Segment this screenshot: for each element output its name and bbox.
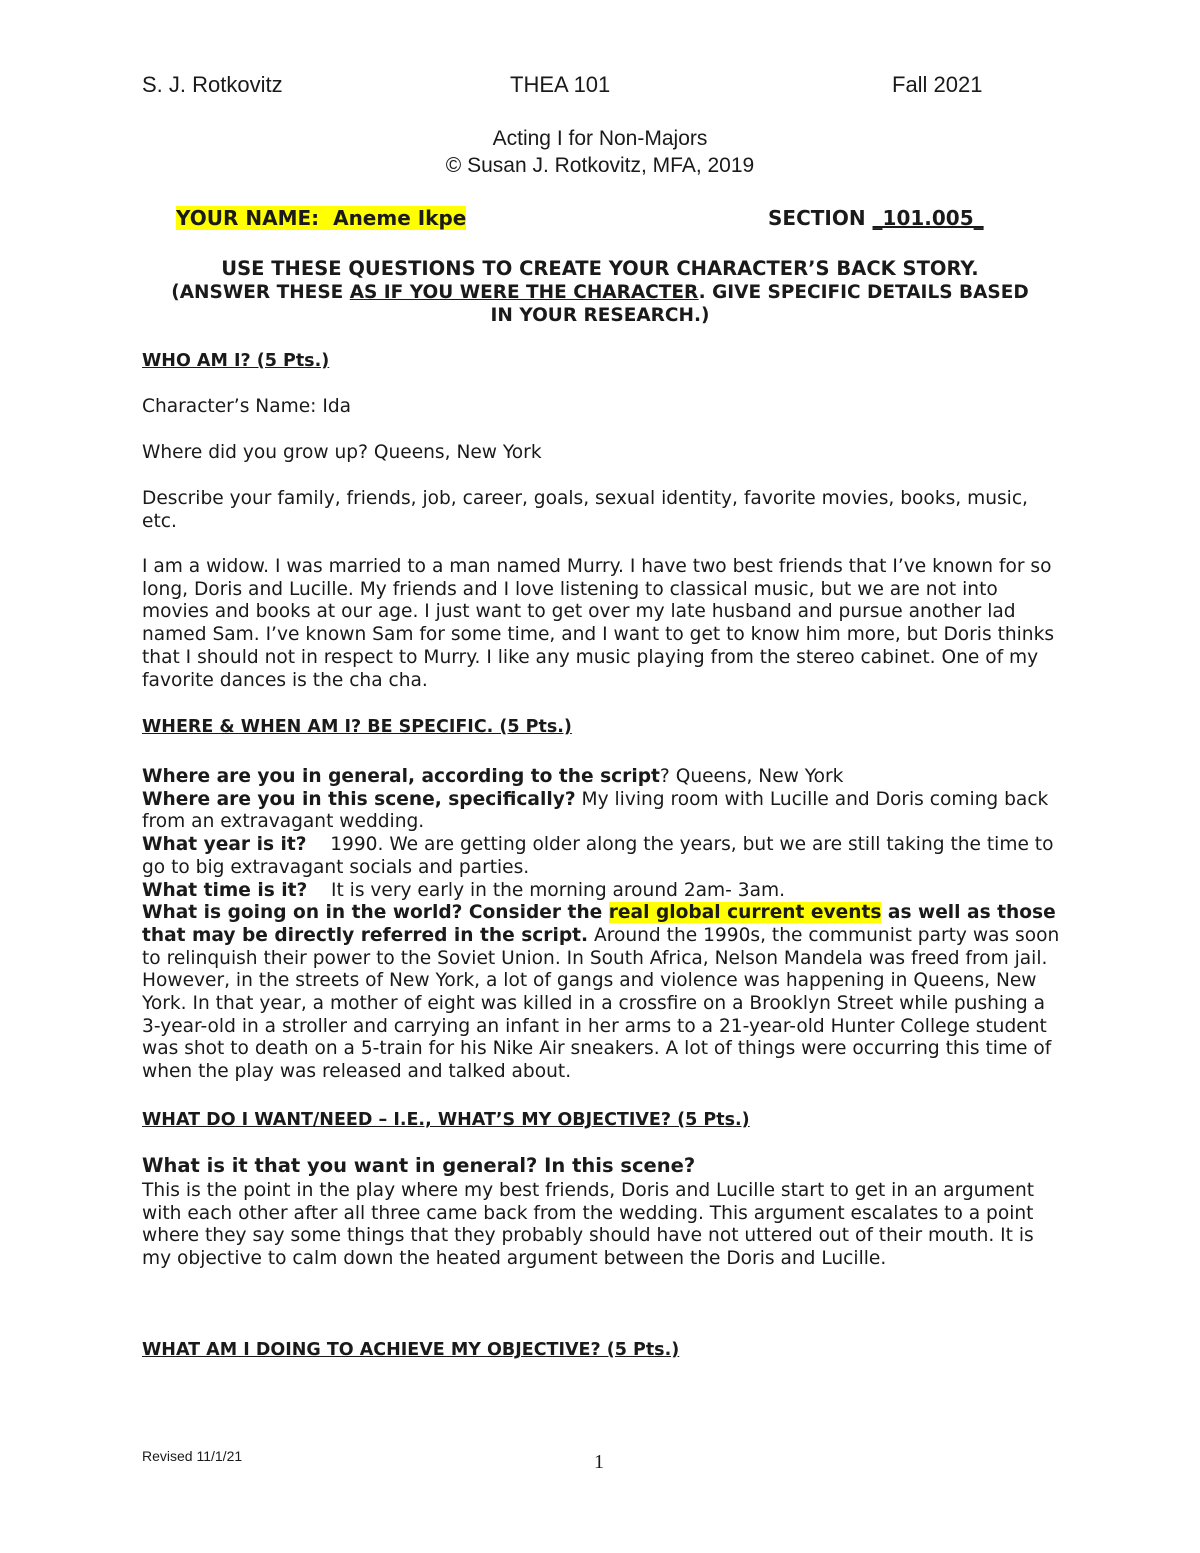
where-general-question: Where are you in general, according to the script <box>142 766 660 787</box>
instructions-line-1: USE THESE QUESTIONS TO CREATE YOUR CHARACTER’S BACK STORY. <box>221 257 979 280</box>
world-question-post: as well as those that may be directly referred in the script. <box>142 902 1056 946</box>
section-field <box>768 206 984 230</box>
what-year-question: What year is it? <box>142 834 307 856</box>
name-value: Aneme Ikpe <box>333 206 467 230</box>
want-heading: WHAT DO I WANT/NEED – I.E., WHAT’S MY OBJECTIVE? (5 Pts.) <box>142 1110 750 1130</box>
document-title: Acting I for Non-Majors <box>492 127 708 150</box>
copyright-line: © Susan J. Rotkovitz, MFA, 2019 <box>445 154 755 177</box>
header-term: Fall 2021 <box>892 72 983 97</box>
student-name-field <box>176 206 466 230</box>
instructions-pre: (ANSWER THESE <box>171 282 350 303</box>
what-time-answer: It is very early in the morning around 2am- 3am. <box>307 879 786 901</box>
who-heading: WHO AM I? (5 Pts.) <box>142 351 330 371</box>
world-events-answer: Around the 1990s, the communist party was soon to relinquish their power to the Soviet Union. In South Africa, Nelson Mandela was freed from jail. However, in the streets of New York, a lot of gangs and violence was happening in Queens, New York. In that year, a mother of eight was killed in a crossfire on a Brooklyn Street while pushing a 3-year-old in a stroller and carrying an infant in her arms to a 21-year-old Hunter College student was shot to death on a 5-train for his Nike Air sneakers. A lot of things were occurring this time of when the play was released and talked about. <box>142 924 1060 1083</box>
where-heading: WHERE & WHEN AM I? BE SPECIFIC. (5 Pts.) <box>142 717 572 737</box>
instructions-post: . GIVE SPECIFIC DETAILS BASED <box>698 282 1029 303</box>
who-answer: I am a widow. I was married to a man named Murry. I have two best friends that I’ve known for so long, Doris and Lucille. My friends and I love listening to classical music, but we are not into movies and books at our age. I just want to get over my late husband and pursue another lad named Sam. I’ve known Sam for some time, and I want to get to know him more, but Doris thinks that I should not in respect to Murry. I like any music playing from the stereo cabinet. One of my favorite dances is the cha cha. <box>142 556 1055 691</box>
header-course: THEA 101 <box>510 72 611 97</box>
world-question-pre: What is going on in the world? Consider the <box>142 902 609 924</box>
what-year-answer: 1990. We are getting older along the years, but we are still taking the time to go to big extravagant socials and parties. <box>142 834 1060 878</box>
describe-question: Describe your family, friends, job, career, goals, sexual identity, favorite movies, books, music, etc. <box>142 488 1028 532</box>
revised-date: Revised 11/1/21 <box>142 1448 243 1464</box>
world-events <box>142 902 1067 1084</box>
where-specific-question: Where are you in this scene, specifically? <box>142 788 576 810</box>
what-year <box>142 834 1067 879</box>
world-question-highlight: real global current events <box>608 902 882 924</box>
section-label: SECTION <box>768 206 873 230</box>
name-label: YOUR NAME: <box>176 206 320 230</box>
want-answer: This is the point in the play where my best friends, Doris and Lucille start to get in an argument with each other after all three came back from the wedding. This argument escalates to a point where they say some things that they probably should have not uttered out of their mouth. It is my objective to calm down the heated argument between the Doris and Lucille. <box>142 1180 1035 1270</box>
instructions-underlined: AS IF YOU WERE THE CHARACTER <box>349 282 699 303</box>
want-question: What is it that you want in general? In this scene? <box>142 1154 696 1177</box>
section-value: _101.005_ <box>872 206 984 230</box>
what-time <box>142 880 1067 903</box>
instructions-line-2 <box>0 282 1200 303</box>
name-highlight <box>176 206 466 230</box>
instructions-line-3: IN YOUR RESEARCH.) <box>490 305 710 326</box>
header-author: S. J. Rotkovitz <box>142 72 283 97</box>
what-time-question: What time is it? <box>142 879 308 901</box>
character-name-line: Character’s Name: Ida <box>142 396 352 417</box>
page-number: 1 <box>594 1451 604 1473</box>
where-specific <box>142 789 1067 834</box>
where-answers <box>142 766 1067 1084</box>
where-specific-answer: My living room with Lucille and Doris coming back from an extravagant wedding. <box>142 788 1049 833</box>
doing-heading: WHAT AM I DOING TO ACHIEVE MY OBJECTIVE? (5 Pts.) <box>142 1340 680 1360</box>
where-general-answer: ? Queens, New York <box>659 766 844 787</box>
grow-up-line: Where did you grow up? Queens, New York <box>142 442 542 463</box>
where-general <box>142 766 1067 789</box>
